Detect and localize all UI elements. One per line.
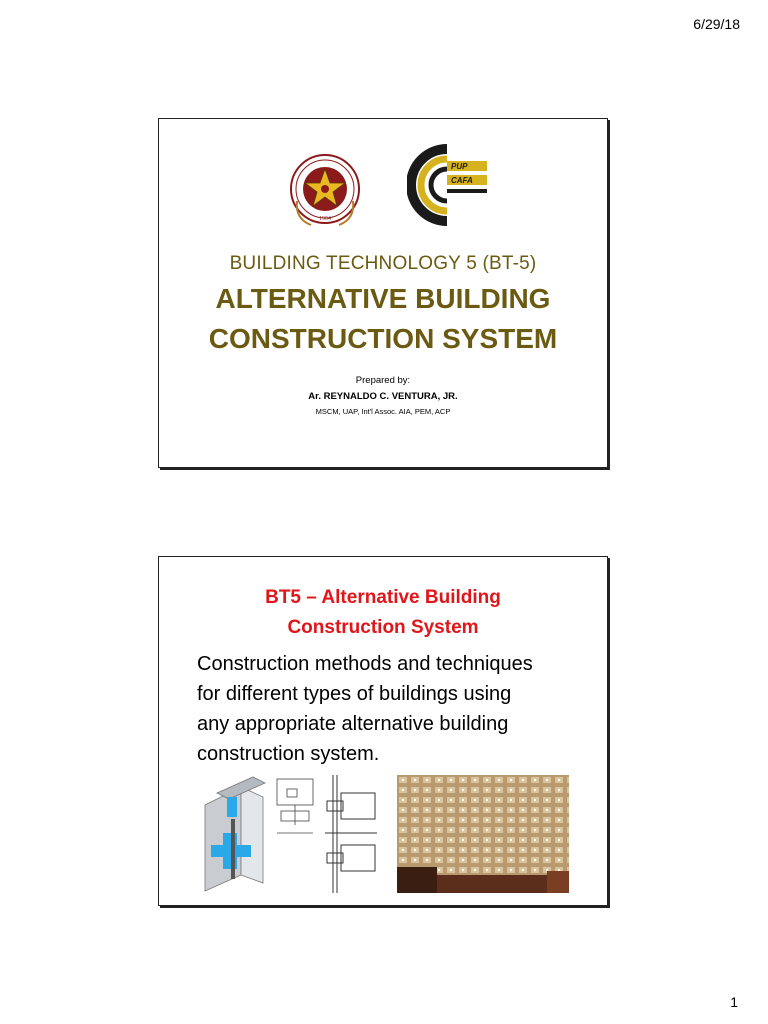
slide1-subtitle: BUILDING TECHNOLOGY 5 (BT-5) bbox=[229, 253, 537, 274]
author-name: Ar. REYNALDO C. VENTURA, JR. bbox=[308, 391, 458, 402]
logo-row bbox=[159, 135, 607, 243]
body-line: Construction methods and techniques bbox=[197, 653, 533, 675]
slide2-title-line2: Construction System bbox=[287, 617, 479, 638]
cafa-text-pup: PUP bbox=[451, 162, 468, 171]
cafa-text-cafa: CAFA bbox=[451, 176, 473, 185]
cafa-logo bbox=[407, 141, 491, 231]
slide2-body bbox=[197, 649, 597, 769]
slide1-title-line2: CONSTRUCTION SYSTEM bbox=[208, 323, 558, 354]
prepared-by-label: Prepared by: bbox=[355, 375, 411, 386]
seal-year: 1904 bbox=[319, 216, 331, 222]
page-number: 1 bbox=[730, 994, 738, 1010]
slide1-title bbox=[159, 279, 607, 359]
page-date: 6/29/18 bbox=[693, 16, 740, 32]
curtain-wall-detail-image bbox=[201, 775, 383, 893]
body-line: for different types of buildings using bbox=[197, 683, 512, 705]
body-line: construction system. bbox=[197, 743, 380, 765]
slide-course-description bbox=[158, 556, 608, 906]
slide2-title-line1: BT5 – Alternative Building bbox=[265, 587, 501, 608]
waffle-ceiling-photo bbox=[397, 775, 569, 893]
slide1-title-line1: ALTERNATIVE BUILDING bbox=[215, 283, 551, 314]
body-line: any appropriate alternative building bbox=[197, 713, 509, 735]
pup-seal-logo bbox=[289, 139, 361, 239]
slide-title bbox=[158, 118, 608, 468]
author-credentials: MSCM, UAP, Int'l Assoc. AIA, PEM, ACP bbox=[315, 407, 451, 416]
slide2-title bbox=[159, 583, 607, 643]
